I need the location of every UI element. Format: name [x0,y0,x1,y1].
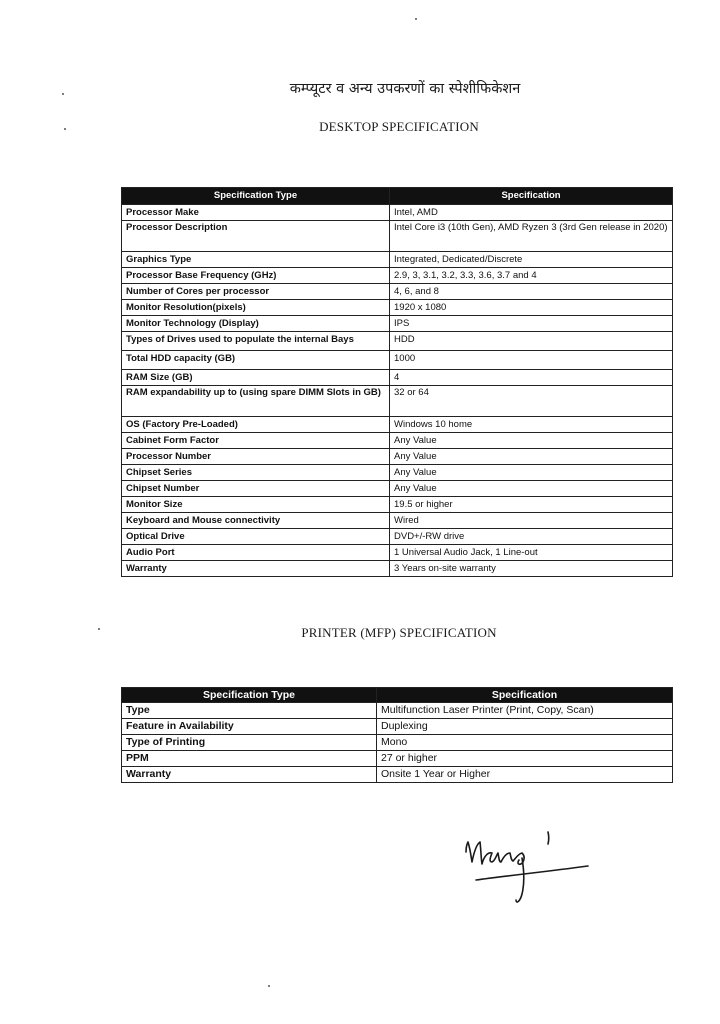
spec-value-cell: Any Value [390,449,673,465]
spec-type-cell: Warranty [122,561,390,577]
spec-type-cell: Chipset Number [122,481,390,497]
table-row [122,481,673,497]
printer-section-title: PRINTER (MFP) SPECIFICATION [301,625,497,640]
spec-type-cell: Warranty [122,767,377,783]
scan-speck [62,93,64,95]
desktop-spec-table [121,187,673,577]
table-header-row [122,688,673,703]
table-row [122,703,673,719]
table-row [122,719,673,735]
spec-value-cell: 4, 6, and 8 [390,284,673,300]
table-row [122,529,673,545]
spec-value-cell: DVD+/-RW drive [390,529,673,545]
spec-type-cell: Types of Drives used to populate the internal Bays [122,332,390,351]
spec-type-cell: Graphics Type [122,252,390,268]
header-spec: Specification [390,188,673,205]
table-row [122,252,673,268]
scan-speck [268,985,270,987]
spec-type-cell: OS (Factory Pre-Loaded) [122,417,390,433]
spec-value-cell: Mono [377,735,673,751]
table-row [122,545,673,561]
spec-type-cell: RAM Size (GB) [122,370,390,386]
table-header-row [122,188,673,205]
spec-type-cell: Monitor Size [122,497,390,513]
spec-type-cell: PPM [122,751,377,767]
spec-value-cell: Onsite 1 Year or Higher [377,767,673,783]
spec-value-cell: 27 or higher [377,751,673,767]
spec-value-cell: Windows 10 home [390,417,673,433]
spec-value-cell: IPS [390,316,673,332]
spec-type-cell: Chipset Series [122,465,390,481]
table-row [122,465,673,481]
spec-type-cell: Monitor Technology (Display) [122,316,390,332]
table-row [122,386,673,417]
spec-type-cell: Processor Number [122,449,390,465]
table-row [122,316,673,332]
table-row [122,417,673,433]
scan-speck [415,18,417,20]
spec-type-cell: RAM expandability up to (using spare DIMM Slots in GB) [122,386,390,417]
spec-type-cell: Number of Cores per processor [122,284,390,300]
table-row [122,370,673,386]
header-spec-type: Specification Type [122,188,390,205]
spec-value-cell: Duplexing [377,719,673,735]
spec-type-cell: Processor Make [122,205,390,221]
spec-value-cell: Intel Core i3 (10th Gen), AMD Ryzen 3 (3rd Gen release in 2020) [390,221,673,252]
spec-value-cell: Any Value [390,465,673,481]
table-row [122,513,673,529]
spec-type-cell: Type [122,703,377,719]
signature-strokes [466,832,588,902]
header-spec-type: Specification Type [122,688,377,703]
scan-speck [98,628,100,630]
spec-value-cell: 1920 x 1080 [390,300,673,316]
spec-value-cell: 32 or 64 [390,386,673,417]
spec-value-cell: 3 Years on-site warranty [390,561,673,577]
spec-value-cell: Any Value [390,481,673,497]
spec-value-cell: 4 [390,370,673,386]
spec-value-cell: 2.9, 3, 3.1, 3.2, 3.3, 3.6, 3.7 and 4 [390,268,673,284]
spec-value-cell: Intel, AMD [390,205,673,221]
spec-type-cell: Cabinet Form Factor [122,433,390,449]
table-row [122,767,673,783]
scan-speck [64,128,66,130]
table-row [122,751,673,767]
table-row [122,300,673,316]
table-row [122,449,673,465]
handwritten-signature [456,822,606,912]
spec-type-cell: Optical Drive [122,529,390,545]
spec-type-cell: Type of Printing [122,735,377,751]
table-row [122,205,673,221]
table-row [122,735,673,751]
header-spec: Specification [377,688,673,703]
spec-value-cell: HDD [390,332,673,351]
spec-value-cell: Wired [390,513,673,529]
table-row [122,221,673,252]
spec-type-cell: Processor Description [122,221,390,252]
table-row [122,351,673,370]
spec-value-cell: Multifunction Laser Printer (Print, Copy, Scan) [377,703,673,719]
spec-type-cell: Total HDD capacity (GB) [122,351,390,370]
spec-value-cell: Any Value [390,433,673,449]
desktop-section-title: DESKTOP SPECIFICATION [319,119,479,134]
table-row [122,268,673,284]
printer-spec-table [121,687,673,783]
table-row [122,497,673,513]
spec-type-cell: Feature in Availability [122,719,377,735]
table-row [122,332,673,351]
spec-type-cell: Keyboard and Mouse connectivity [122,513,390,529]
spec-value-cell: 19.5 or higher [390,497,673,513]
spec-type-cell: Processor Base Frequency (GHz) [122,268,390,284]
table-row [122,561,673,577]
spec-type-cell: Audio Port [122,545,390,561]
table-row [122,433,673,449]
spec-value-cell: Integrated, Dedicated/Discrete [390,252,673,268]
spec-type-cell: Monitor Resolution(pixels) [122,300,390,316]
hindi-document-title: कम्प्यूटर व अन्य उपकरणों का स्पेशीफिकेशन [289,81,521,97]
spec-value-cell: 1000 [390,351,673,370]
spec-value-cell: 1 Universal Audio Jack, 1 Line-out [390,545,673,561]
table-row [122,284,673,300]
